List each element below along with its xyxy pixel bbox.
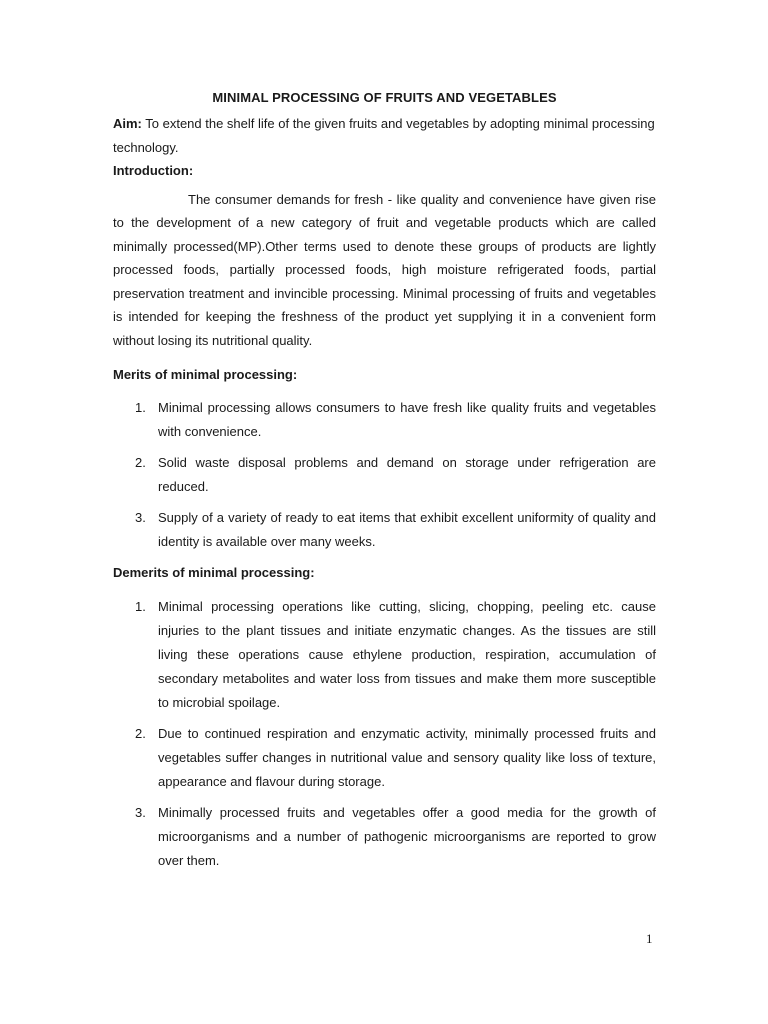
list-item xyxy=(113,801,656,873)
introduction-paragraph xyxy=(113,188,656,353)
list-item-number: 3. xyxy=(135,510,146,526)
introduction-heading: Introduction: xyxy=(113,163,194,178)
list-item xyxy=(113,506,656,554)
list-item-text: Minimal processing operations like cutting, slicing, chopping, peeling etc. cause injuries to the plant tissues and initiate enzymatic changes. As the tissues are still living these operations cause ethylene production, respiration, accumulation of secondary metabolites and water loss from tissues and make them more susceptible to microbial spoilage. xyxy=(158,598,656,710)
list-item xyxy=(113,396,656,444)
merits-list xyxy=(113,396,656,554)
demerits-list xyxy=(113,595,656,873)
demerits-heading: Demerits of minimal processing: xyxy=(113,565,315,581)
aim-text: To extend the shelf life of the given fruits and vegetables by adopting minimal processing technology. xyxy=(113,116,655,155)
page-content xyxy=(113,88,656,880)
list-item-text: Due to continued respiration and enzymatic activity, minimally processed fruits and vegetables suffer changes in nutritional value and sensory quality like loss of texture, appearance and flavour during storage. xyxy=(158,725,656,789)
list-item-number: 1. xyxy=(135,400,146,416)
list-item-number: 2. xyxy=(135,725,146,741)
list-item xyxy=(113,722,656,794)
list-item-number: 2. xyxy=(135,455,146,471)
aim-paragraph xyxy=(113,112,656,159)
merits-heading: Merits of minimal processing: xyxy=(113,366,298,382)
introduction-text: The consumer demands for fresh - like quality and convenience have given rise to the development of a new category of fruit and vegetable products which are called minimally processed(MP).Other terms used to denote these groups of products are lightly processed foods, partially processed foods, high moisture refrigerated foods, partial preservation treatment and invincible processing. Minimal processing of fruits and vegetables is intended for keeping the freshness of the product yet supplying it in a convenient form without losing its nutritional quality. xyxy=(113,191,656,349)
list-item-number: 3. xyxy=(135,804,146,820)
page-number: 1 xyxy=(646,931,653,946)
aim-label: Aim: xyxy=(113,116,142,131)
list-item-text: Minimal processing allows consumers to have fresh like quality fruits and vegetables with convenience. xyxy=(158,400,656,440)
list-item xyxy=(113,451,656,499)
list-item-text: Minimally processed fruits and vegetables offer a good media for the growth of microorganisms and a number of pathogenic microorganisms are reported to grow over them. xyxy=(158,804,656,868)
list-item xyxy=(113,595,656,715)
list-item-text: Supply of a variety of ready to eat items that exhibit excellent uniformity of quality and identity is available over many weeks. xyxy=(158,510,656,550)
list-item-number: 1. xyxy=(135,598,146,614)
list-item-text: Solid waste disposal problems and demand on storage under refrigeration are reduced. xyxy=(158,455,656,495)
document-title: MINIMAL PROCESSING OF FRUITS AND VEGETABLES xyxy=(212,90,557,105)
